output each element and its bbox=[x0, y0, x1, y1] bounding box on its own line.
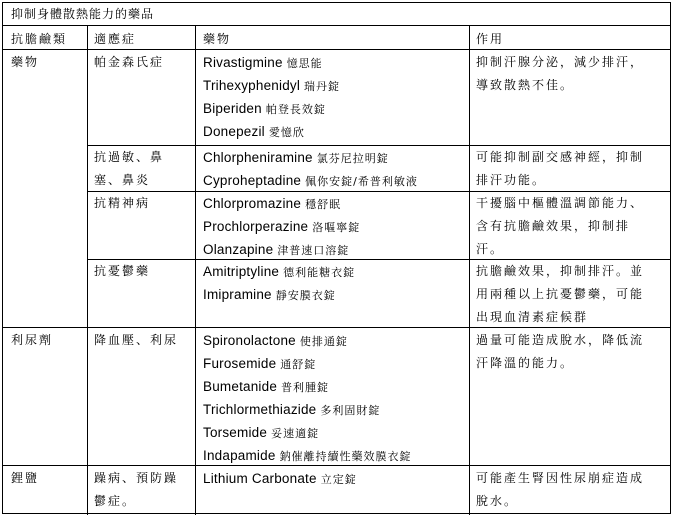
effect-text: 可能產生腎因性尿崩症造成 bbox=[476, 471, 645, 485]
drug-name-zh: 使排通錠 bbox=[299, 335, 348, 348]
drug-item bbox=[203, 444, 412, 467]
drug-item bbox=[203, 260, 355, 283]
effect-text: 干擾腦中樞體溫調節能力、 bbox=[476, 196, 645, 210]
drug-name-en: Furosemide bbox=[203, 356, 277, 371]
drug-item bbox=[203, 421, 412, 444]
drug-name-en: Chlorpromazine bbox=[203, 196, 302, 211]
header-divider bbox=[3, 49, 670, 50]
indication-text: 抗精神病 bbox=[94, 196, 151, 210]
indication-cell bbox=[94, 329, 178, 352]
drug-name-zh: 通舒錠 bbox=[280, 358, 317, 371]
header-drug: 藥物 bbox=[203, 32, 232, 46]
drug-name-zh: 穩舒眠 bbox=[305, 198, 342, 211]
drug-name-en: Lithium Carbonate bbox=[203, 471, 317, 486]
drug-name-en: Imipramine bbox=[203, 287, 272, 302]
drug-name-en: Amitriptyline bbox=[203, 264, 280, 279]
drug-name-zh: 普利腫錠 bbox=[281, 381, 330, 394]
effect-text: 排汗功能。 bbox=[476, 173, 547, 187]
effect-cell bbox=[476, 192, 644, 261]
drug-cell bbox=[203, 329, 412, 467]
drug-item bbox=[203, 146, 418, 169]
drug-name-zh: 瑞丹錠 bbox=[304, 80, 341, 93]
drug-name-zh: 立定錠 bbox=[320, 473, 357, 486]
drug-name-en: Prochlorperazine bbox=[203, 219, 309, 234]
drug-item bbox=[203, 375, 412, 398]
effect-text: 可能抑制副交感神經，抑制 bbox=[476, 150, 645, 164]
drug-item bbox=[203, 283, 355, 306]
medication-table bbox=[2, 2, 671, 514]
header-category: 抗膽鹼類 bbox=[11, 32, 68, 46]
column-divider bbox=[87, 26, 88, 515]
drug-item bbox=[203, 74, 340, 97]
indication-text: 鬱症。 bbox=[94, 494, 137, 508]
category-cell bbox=[11, 467, 39, 490]
effect-text: 導致散熱不佳。 bbox=[476, 78, 575, 92]
category-cell bbox=[11, 51, 39, 74]
indication-text: 帕金森氏症 bbox=[94, 55, 165, 69]
drug-name-en: Cyproheptadine bbox=[203, 173, 302, 188]
drug-name-zh: 愛憶欣 bbox=[268, 126, 305, 139]
table-title: 抑制身體散熱能力的藥品 bbox=[3, 3, 670, 26]
effect-text: 汗降溫的能力。 bbox=[476, 356, 575, 370]
drug-cell bbox=[203, 192, 360, 261]
effect-cell bbox=[476, 329, 644, 375]
drug-name-en: Trihexyphenidyl bbox=[203, 78, 301, 93]
drug-cell bbox=[203, 51, 340, 143]
category-text: 藥物 bbox=[11, 55, 40, 69]
drug-cell bbox=[203, 146, 418, 192]
drug-item bbox=[203, 169, 418, 192]
drug-item bbox=[203, 97, 340, 120]
indication-cell bbox=[94, 260, 150, 283]
drug-item bbox=[203, 329, 412, 352]
effect-text: 出現血清素症候群 bbox=[476, 310, 589, 324]
drug-name-zh: 氯芬尼拉明錠 bbox=[316, 152, 389, 165]
effect-text: 抗膽鹼效果，抑制排汗。並 bbox=[476, 264, 645, 278]
category-text: 利尿劑 bbox=[11, 333, 54, 347]
drug-item bbox=[203, 192, 360, 215]
drug-item bbox=[203, 467, 357, 490]
category-text: 鋰鹽 bbox=[11, 471, 40, 485]
drug-name-en: Rivastigmine bbox=[203, 55, 283, 70]
drug-name-zh: 德利能糖衣錠 bbox=[283, 266, 356, 279]
drug-item bbox=[203, 51, 340, 74]
drug-name-zh: 鈉催離持續性藥效膜衣錠 bbox=[279, 450, 412, 463]
drug-name-en: Biperiden bbox=[203, 101, 262, 116]
effect-text: 脫水。 bbox=[476, 494, 519, 508]
drug-item bbox=[203, 238, 360, 261]
drug-name-en: Bumetanide bbox=[203, 379, 278, 394]
drug-name-en: Chlorpheniramine bbox=[203, 150, 313, 165]
drug-name-en: Trichlormethiazide bbox=[203, 402, 317, 417]
effect-text: 含有抗膽鹼效果，抑制排 bbox=[476, 219, 631, 233]
column-divider bbox=[469, 26, 470, 515]
header-effect: 作用 bbox=[476, 32, 505, 46]
drug-name-zh: 佩你安錠/希普利敏液 bbox=[305, 175, 418, 188]
drug-name-zh: 津普速口溶錠 bbox=[277, 244, 350, 257]
indication-cell bbox=[94, 146, 164, 192]
indication-text: 塞、鼻炎 bbox=[94, 173, 151, 187]
effect-cell bbox=[476, 51, 644, 97]
drug-name-en: Olanzapine bbox=[203, 242, 274, 257]
effect-text: 抑制汗腺分泌，減少排汗， bbox=[476, 55, 645, 69]
category-cell bbox=[11, 329, 53, 352]
indication-cell bbox=[94, 192, 150, 215]
drug-name-zh: 妥速適錠 bbox=[271, 427, 320, 440]
drug-name-zh: 靜安膜衣錠 bbox=[275, 289, 336, 302]
indication-cell bbox=[94, 467, 178, 513]
drug-item bbox=[203, 352, 412, 375]
indication-text: 抗憂鬱藥 bbox=[94, 264, 151, 278]
effect-text: 用兩種以上抗憂鬱藥，可能 bbox=[476, 287, 645, 301]
effect-cell bbox=[476, 260, 644, 329]
effect-text: 汗。 bbox=[476, 242, 505, 256]
column-divider bbox=[195, 26, 196, 515]
header-indication: 適應症 bbox=[94, 32, 137, 46]
effect-cell bbox=[476, 146, 644, 192]
indication-cell bbox=[94, 51, 164, 74]
drug-name-en: Torsemide bbox=[203, 425, 268, 440]
effect-text: 過量可能造成脫水，降低流 bbox=[476, 333, 645, 347]
indication-text: 躁病、預防躁 bbox=[94, 471, 179, 485]
drug-name-zh: 帕登長效錠 bbox=[265, 103, 326, 116]
drug-name-zh: 多利固財錠 bbox=[320, 404, 381, 417]
drug-name-en: Spironolactone bbox=[203, 333, 296, 348]
drug-item bbox=[203, 215, 360, 238]
drug-item bbox=[203, 398, 412, 421]
drug-cell bbox=[203, 467, 357, 490]
indication-text: 降血壓、利尿 bbox=[94, 333, 179, 347]
drug-name-en: Indapamide bbox=[203, 448, 276, 463]
drug-item bbox=[203, 120, 340, 143]
drug-name-en: Donepezil bbox=[203, 124, 265, 139]
effect-cell bbox=[476, 467, 644, 513]
indication-text: 抗過敏、鼻 bbox=[94, 150, 165, 164]
drug-name-zh: 憶思能 bbox=[286, 57, 323, 70]
drug-name-zh: 洛嘔寧錠 bbox=[312, 221, 361, 234]
drug-cell bbox=[203, 260, 355, 306]
